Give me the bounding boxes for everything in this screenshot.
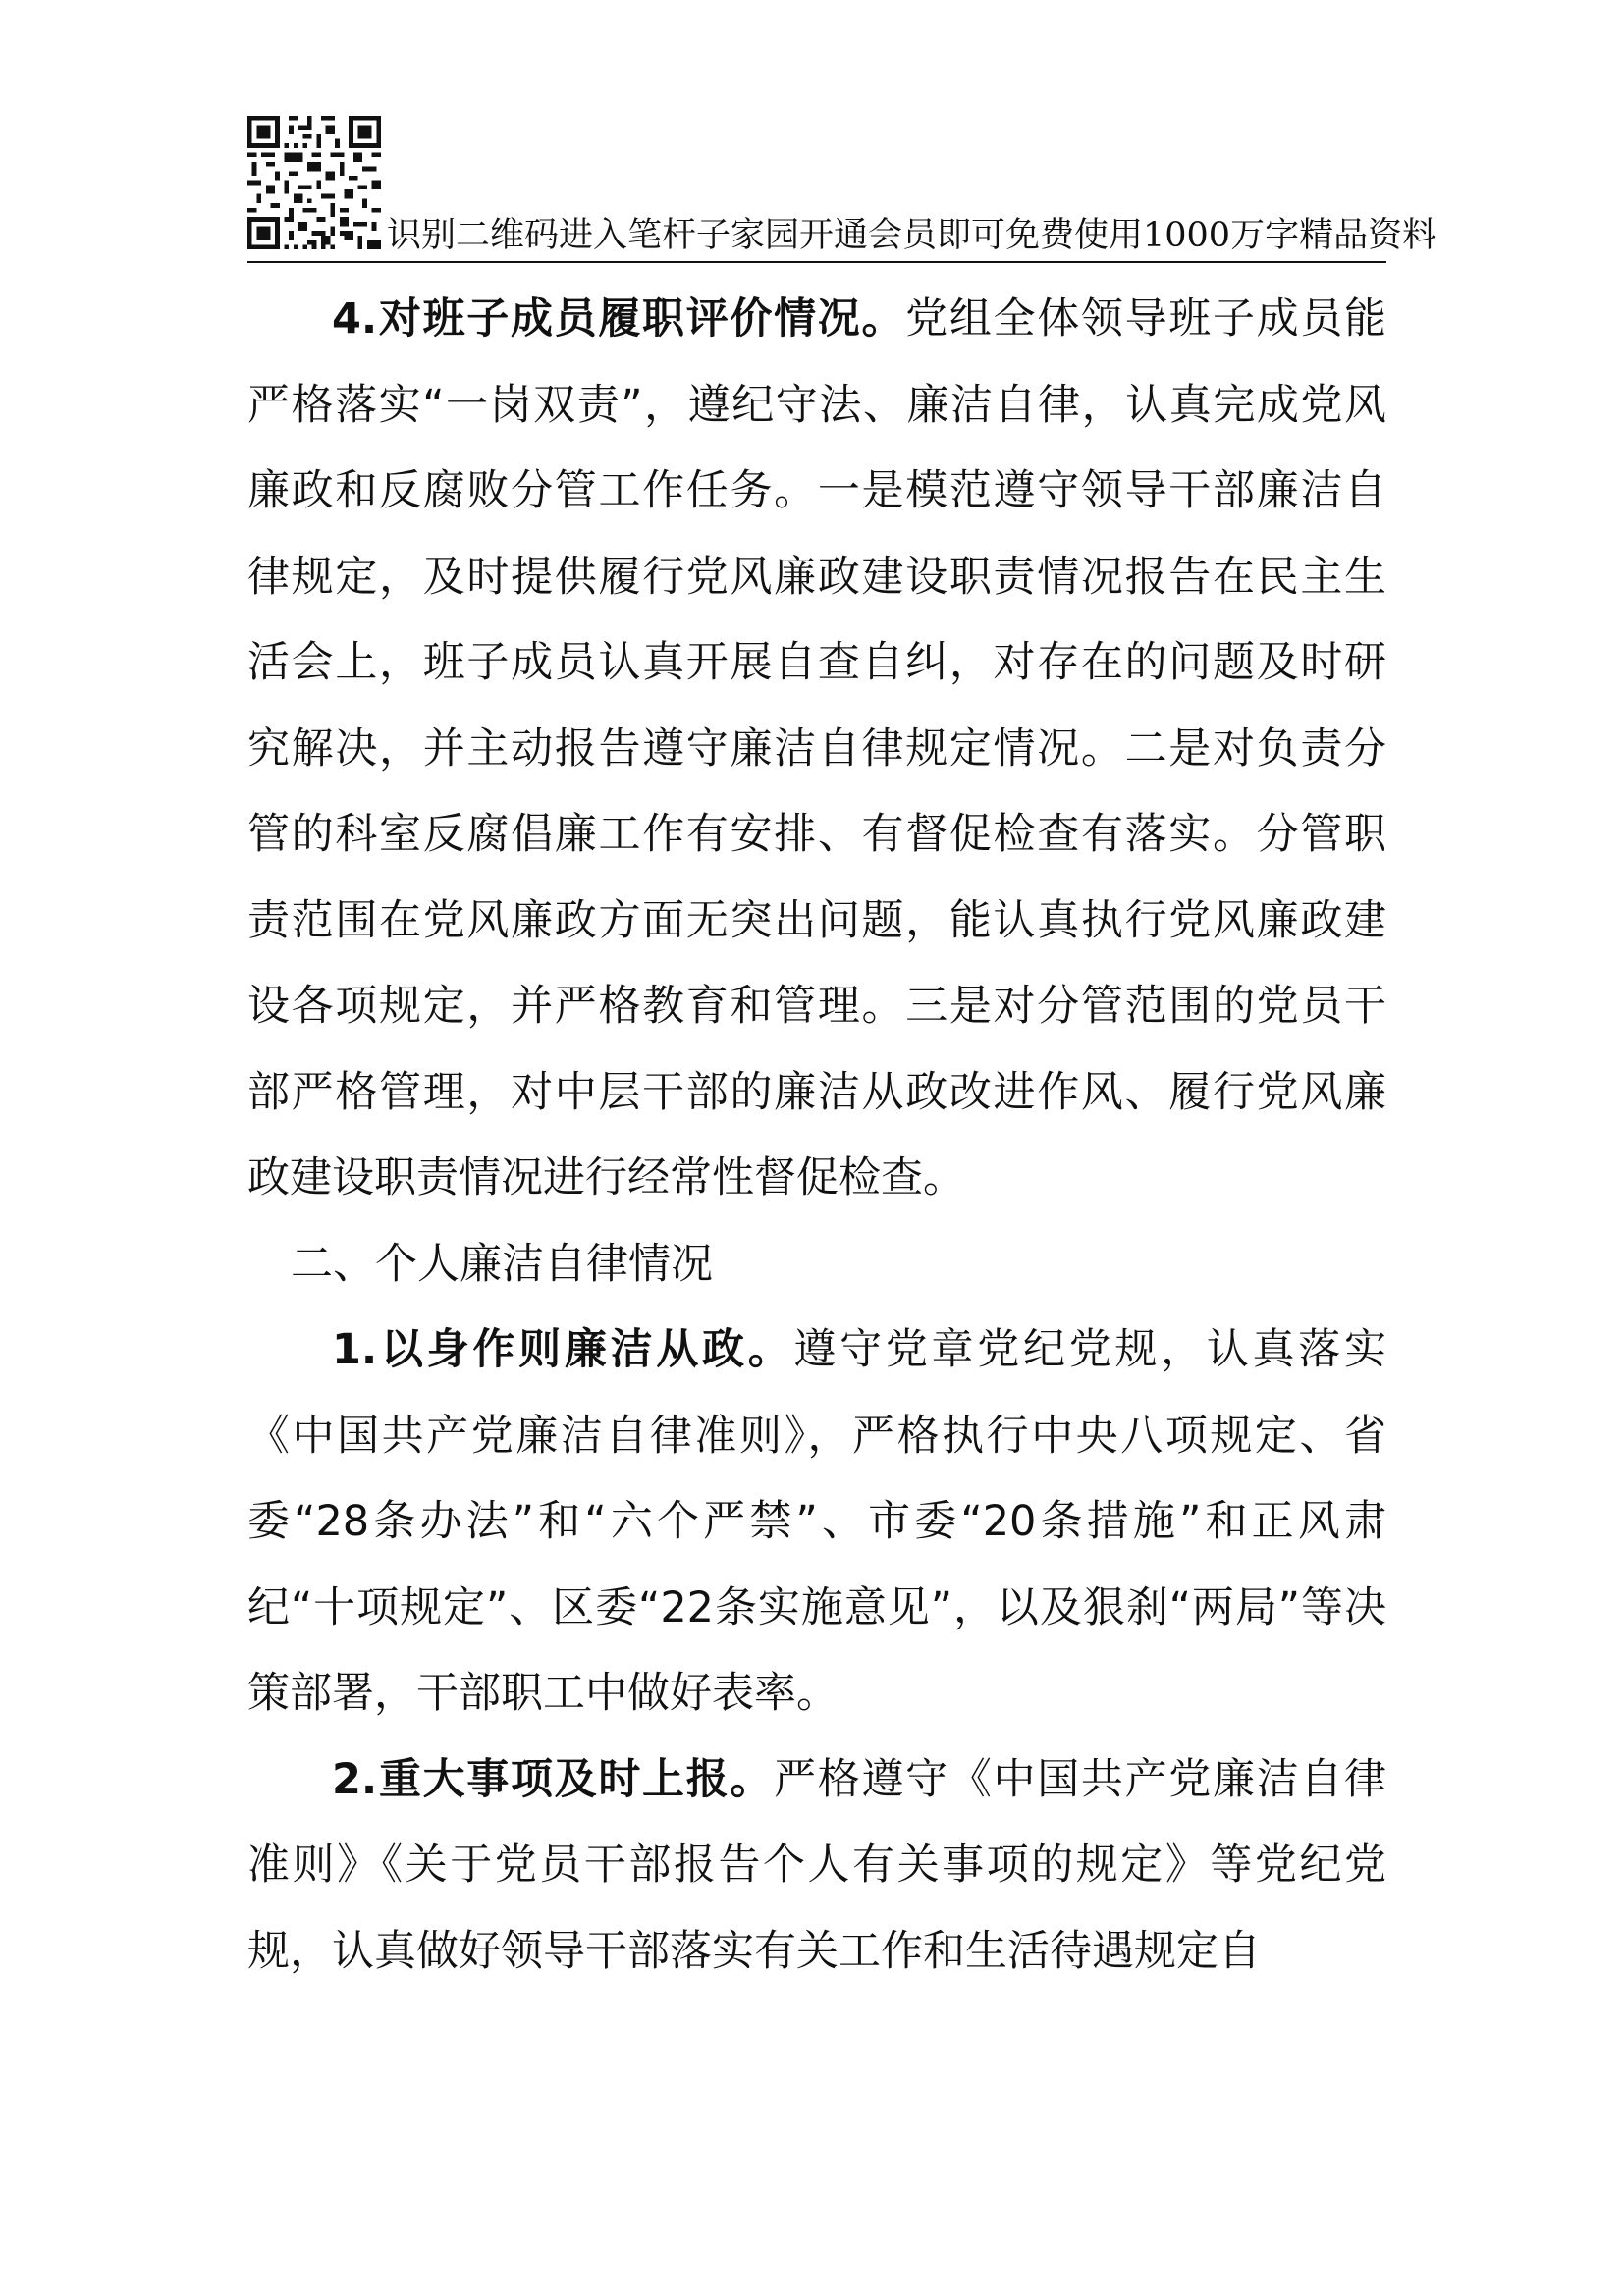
paragraph-heading: 2.重大事项及时上报。 [332,1754,775,1804]
paragraph-text: 党组全体领导班子成员能严格落实“一岗双责”，遵纪守法、廉洁自律，认真完成党风廉政和反腐败分管工作任务。一是模范遵守领导干部廉洁自律规定，及时提供履行党风廉政建设职责情况报告在民主生活会上，班子成员认真开展自查自纠，对存在的问题及时研究解决，并主动报告遵守廉洁自律规定情况。二是对负责分管的科室反腐倡廉工作有安排、有督促检查有落实。分管职责范围在党风廉政方面无突出问题，能认真执行党风廉政建设各项规定，并严格教育和管理。三是对分管范围的党员干部严格管理，对中层干部的廉洁从政改进作风、履行党风廉政建设职责情况进行经常性督促检查。 [247,294,1386,1202]
paragraph-heading: 1.以身作则廉洁从政。 [332,1325,794,1374]
paragraph-text: 严格遵守《中国共产党廉洁自律准则》《关于党员干部报告个人有关事项的规定》等党纪党规，认真做好领导干部落实有关工作和生活待遇规定自 [247,1754,1387,1976]
page-header [247,116,1437,263]
paragraph-text: 遵守党章党纪党规，认真落实《中国共产党廉洁自律准则》，严格执行中央八项规定、省委“28条办法”和“六个严禁”、市委“20条措施”和正风肃纪“十项规定”、区委“22条实施意见”，以及狠刹“两局”等决策部署，干部职工中做好表率。 [247,1325,1386,1718]
paragraph-heading: 4.对班子成员履职评价情况。 [332,294,906,344]
paragraph-integrity [247,1308,1386,1737]
document-body [247,277,1386,1995]
paragraph-leader-evaluation [247,277,1386,1222]
section-heading: 二、个人廉洁自律情况 [291,1239,713,1289]
qr-code-icon[interactable] [247,116,381,249]
header-divider [247,261,1386,263]
paragraph-major-matters [247,1737,1386,1996]
promo-text: 识别二维码进入笔杆子家园开通会员即可免费使用1000万字精品资料 [387,216,1437,255]
